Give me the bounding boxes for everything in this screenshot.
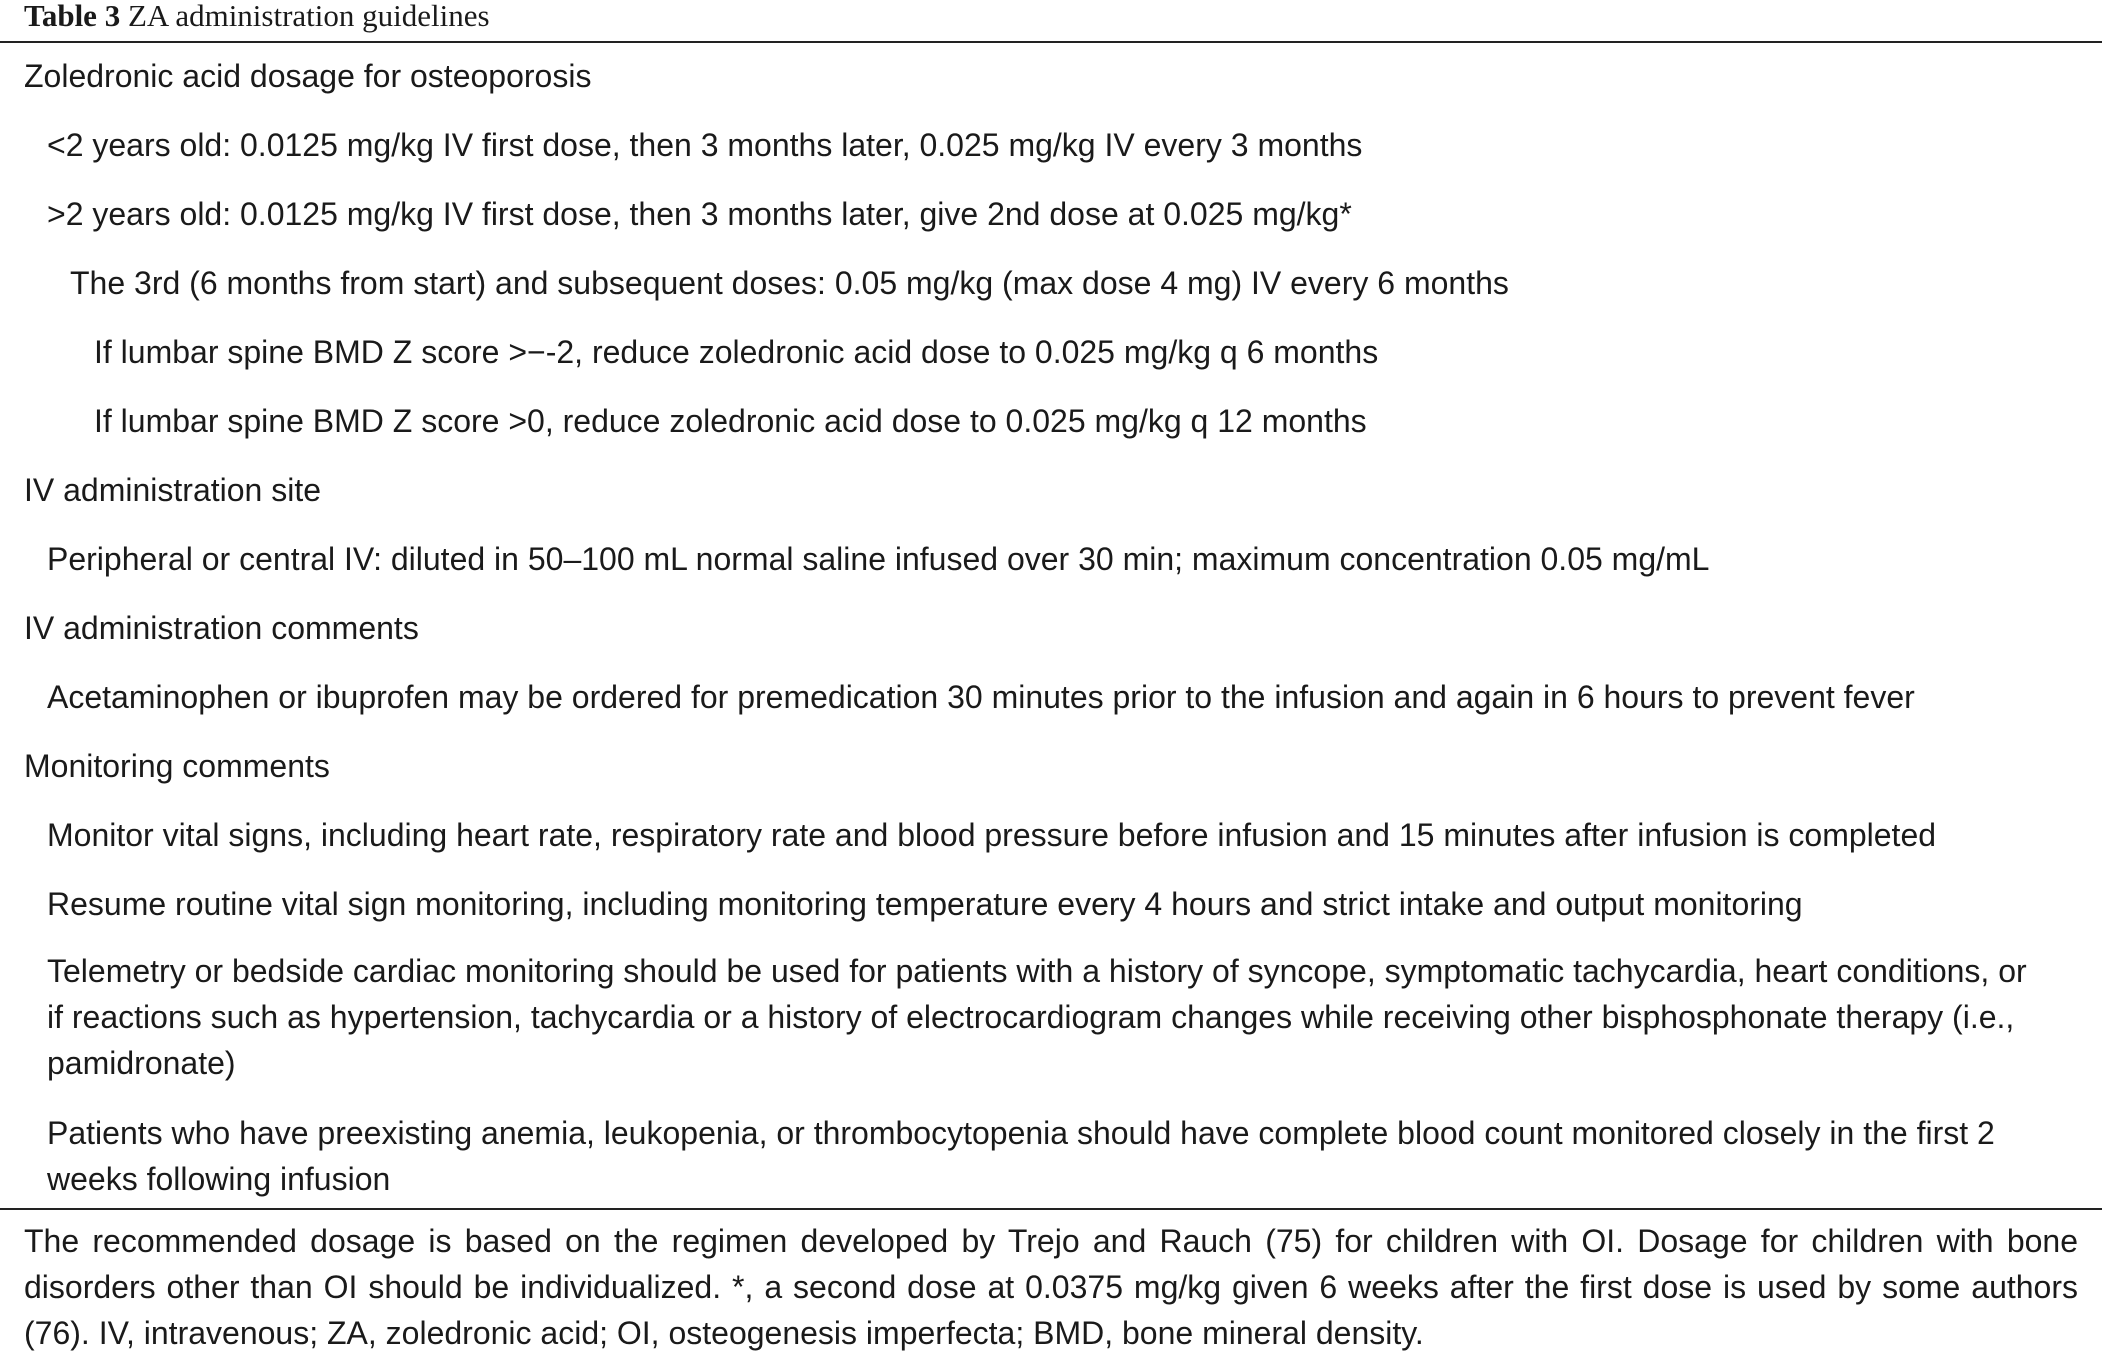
section-heading-iv-site: IV administration site bbox=[24, 472, 322, 508]
top-rule bbox=[0, 41, 2102, 43]
row-subsequent-doses: The 3rd (6 months from start) and subsequent doses: 0.05 mg/kg (max dose 4 mg) IV every 6 months bbox=[70, 265, 1509, 301]
table-footnote: The recommended dosage is based on the regimen developed by Trejo and Rauch (75) for children with OI. Dosage for children with bone disorders other than OI should be individualized. *, a second dose at 0.0375 mg/kg given 6 weeks after the first dose is used by some authors (76). IV, intravenous; ZA, zoledronic acid; OI, osteogenesis imperfecta; BMD, bone mineral density. bbox=[24, 1223, 2078, 1351]
table-caption bbox=[24, 0, 490, 36]
section-heading-iv-comments: IV administration comments bbox=[24, 610, 419, 646]
row-iv-site-detail: Peripheral or central IV: diluted in 50–100 mL normal saline infused over 30 min; maximum concentration 0.05 mg/mL bbox=[47, 541, 1710, 577]
section-heading-monitoring: Monitoring comments bbox=[24, 748, 330, 784]
table-caption-label: Table 3 bbox=[24, 0, 121, 33]
row-vital-signs: Monitor vital signs, including heart rate, respiratory rate and blood pressure before infusion and 15 minutes after infusion is completed bbox=[47, 817, 1937, 853]
row-blood-count: Patients who have preexisting anemia, leukopenia, or thrombocytopenia should have complete blood count monitored closely in the first 2 weeks following infusion bbox=[47, 1115, 1995, 1197]
bottom-rule bbox=[0, 1208, 2102, 1210]
row-telemetry: Telemetry or bedside cardiac monitoring should be used for patients with a history of syncope, symptomatic tachycardia, heart conditions, or if reactions such as hypertension, tachycardia or a history of electrocardiogram changes while receiving other bisphosphonate therapy (i.e., pamidronate) bbox=[47, 953, 2027, 1081]
row-bmd-z-score-0: If lumbar spine BMD Z score >0, reduce zoledronic acid dose to 0.025 mg/kg q 12 months bbox=[94, 403, 1367, 439]
section-heading-dosage: Zoledronic acid dosage for osteoporosis bbox=[24, 58, 592, 94]
row-under-2-years: <2 years old: 0.0125 mg/kg IV first dose, then 3 months later, 0.025 mg/kg IV every 3 months bbox=[47, 127, 1363, 163]
row-routine-monitoring: Resume routine vital sign monitoring, including monitoring temperature every 4 hours and strict intake and output monitoring bbox=[47, 886, 1803, 922]
table-caption-title: ZA administration guidelines bbox=[127, 0, 490, 33]
row-over-2-years: >2 years old: 0.0125 mg/kg IV first dose, then 3 months later, give 2nd dose at 0.025 mg/kg* bbox=[47, 196, 1352, 232]
row-bmd-z-score-minus-2: If lumbar spine BMD Z score >−-2, reduce zoledronic acid dose to 0.025 mg/kg q 6 months bbox=[94, 334, 1379, 370]
row-premedication: Acetaminophen or ibuprofen may be ordered for premedication 30 minutes prior to the infusion and again in 6 hours to prevent fever bbox=[47, 679, 1915, 715]
